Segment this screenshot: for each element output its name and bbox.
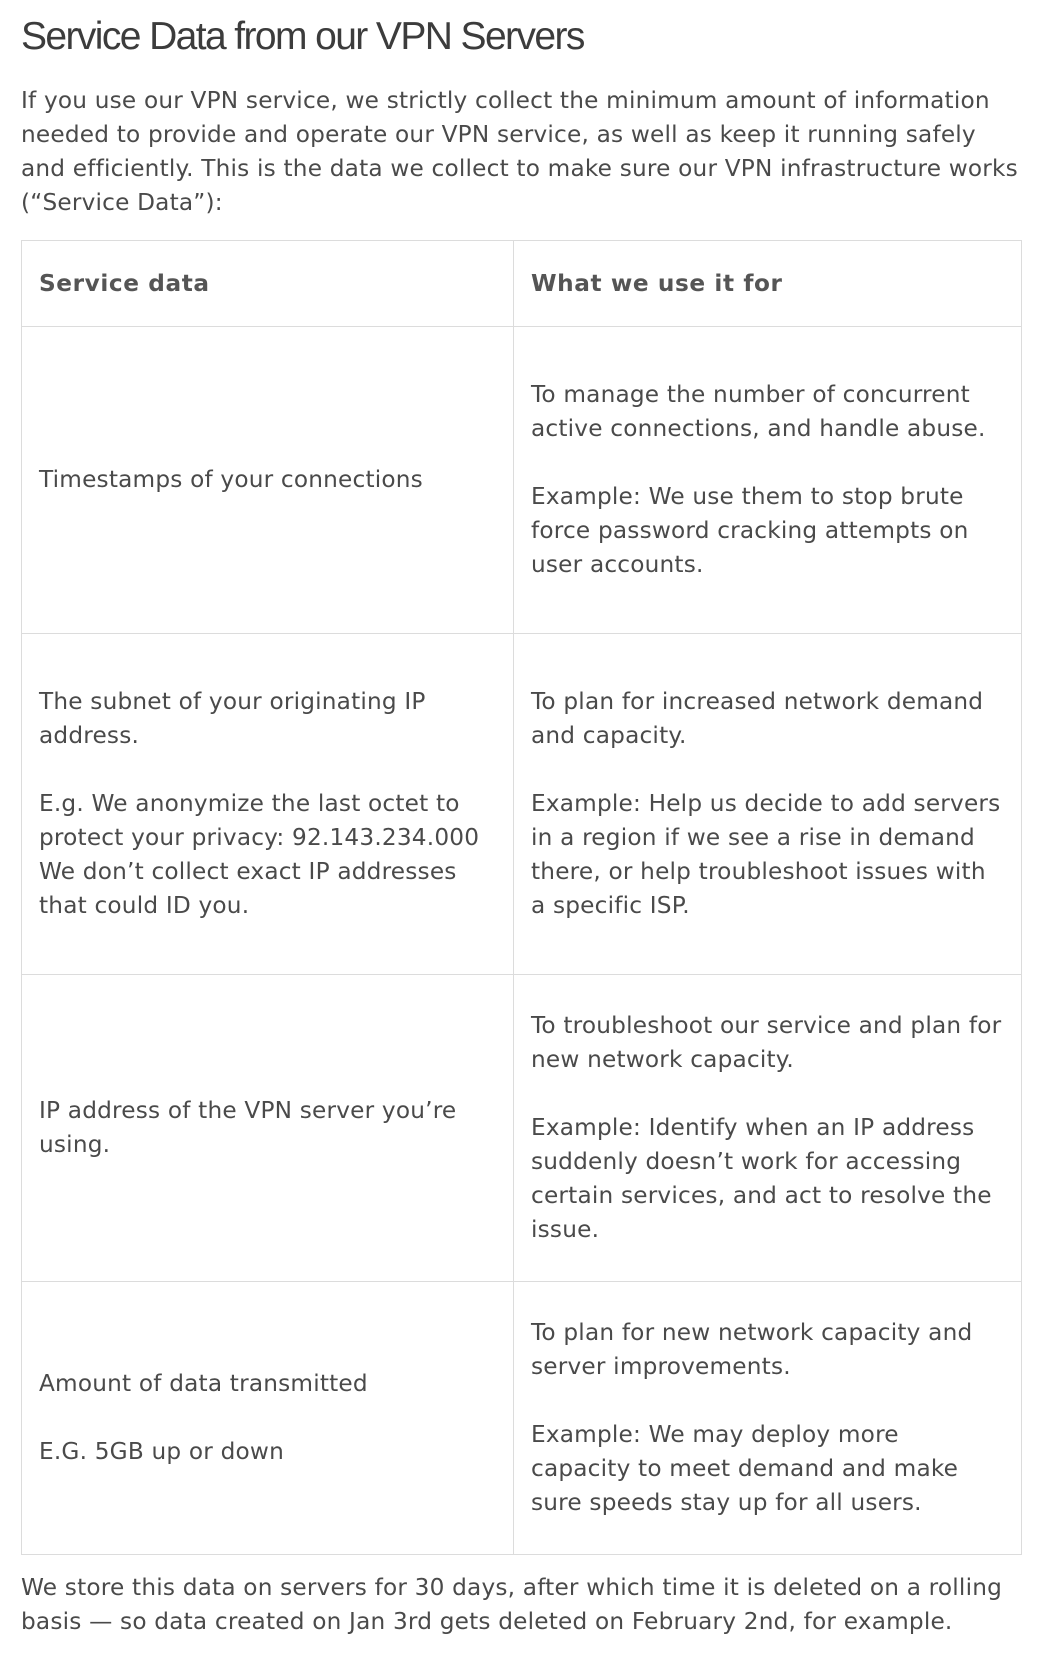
service-data-example-text: E.g. We anonymize the last octet to protect your privacy: 92.143.234.000 We don’t collect exact IP addresses that could ID you.: [39, 790, 480, 919]
usage-example-text: Example: We may deploy more capacity to meet demand and make sure speeds stay up for all users.: [531, 1421, 959, 1516]
table-row: [22, 1282, 1022, 1555]
usage-cell: [514, 634, 1022, 975]
table-row: [22, 634, 1022, 975]
usage-cell: [514, 1282, 1022, 1555]
usage-example-text: Example: Help us decide to add servers in a region if we see a rise in demand there, or help troubleshoot issues with a specific ISP.: [531, 790, 1001, 919]
table-header-row: [22, 241, 1022, 327]
retention-note: We store this data on servers for 30 days, after which time it is deleted on a rolling basis — so data created on Jan 3rd gets deleted on February 2nd, for example.: [21, 1574, 1003, 1635]
page-title: Service Data from our VPN Servers: [21, 15, 584, 58]
table-row: [22, 327, 1022, 634]
usage-text: To plan for new network capacity and server improvements.: [531, 1319, 973, 1380]
service-data-text: Timestamps of your connections: [39, 466, 423, 493]
service-data-text: Amount of data transmitted: [39, 1370, 368, 1397]
usage-text: To troubleshoot our service and plan for new network capacity.: [531, 1012, 1002, 1073]
usage-cell: [514, 975, 1022, 1282]
column-header-usage: What we use it for: [514, 241, 1022, 327]
service-data-cell: [22, 327, 514, 634]
service-data-example-text: E.G. 5GB up or down: [39, 1438, 284, 1465]
service-data-text: The subnet of your originating IP address.: [39, 688, 426, 749]
service-data-cell: [22, 975, 514, 1282]
usage-cell: [514, 327, 1022, 634]
usage-text: To manage the number of concurrent active connections, and handle abuse.: [531, 381, 986, 442]
service-data-table: [21, 240, 1022, 1555]
usage-example-text: Example: Identify when an IP address suddenly doesn’t work for accessing certain services, and act to resolve the issue.: [531, 1114, 992, 1243]
usage-example-text: Example: We use them to stop brute force password cracking attempts on user accounts.: [531, 483, 969, 578]
column-header-service-data: Service data: [22, 241, 514, 327]
service-data-text: IP address of the VPN server you’re using.: [39, 1097, 457, 1158]
intro-paragraph: If you use our VPN service, we strictly collect the minimum amount of information needed to provide and operate our VPN service, as well as keep it running safely and efficiently. This is the data we collect to make sure our VPN infrastructure works (“Service Data”):: [21, 87, 1018, 216]
service-data-cell: [22, 1282, 514, 1555]
service-data-cell: [22, 634, 514, 975]
table-row: [22, 975, 1022, 1282]
usage-text: To plan for increased network demand and capacity.: [531, 688, 984, 749]
